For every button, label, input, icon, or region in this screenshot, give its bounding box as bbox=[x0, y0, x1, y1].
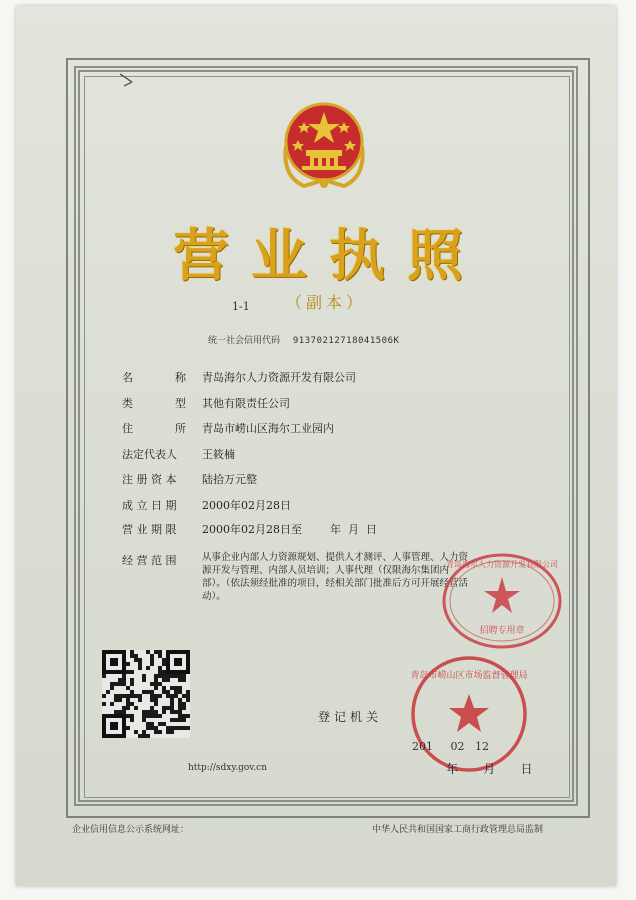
field-value: 王筱楠 bbox=[202, 448, 235, 461]
footer-left-text: 企业信用信息公示系统网址： bbox=[72, 825, 190, 835]
qr-code bbox=[102, 650, 190, 738]
issue-date-units: 年 月 日 bbox=[446, 762, 535, 776]
field-label: 类 型 bbox=[122, 397, 186, 410]
field-value: 陆拾万元整 bbox=[202, 473, 257, 486]
copy-type-label: （副本） bbox=[286, 293, 367, 312]
issue-date-digits: 201 02 12 bbox=[412, 740, 489, 753]
footer-right-text: 中华人民共和国国家工商行政管理总局监制 bbox=[372, 825, 544, 835]
license-title: 营业执照 bbox=[173, 224, 485, 289]
field-value: 青岛海尔人力资源开发有限公司 bbox=[202, 371, 356, 384]
registration-authority-label: 登记机关 bbox=[318, 710, 383, 724]
seal-company-text: 青岛海尔人力资源开发有限公司 bbox=[446, 560, 558, 569]
credit-code-label: 统一社会信用代码 bbox=[208, 336, 281, 346]
field-value: 2000年02月28日 bbox=[202, 499, 291, 512]
copy-number: 1-1 bbox=[232, 300, 250, 313]
field-label: 注 册 资 本 bbox=[122, 473, 177, 486]
company-seal bbox=[438, 547, 566, 655]
field-value: 其他有限责任公司 bbox=[202, 397, 290, 410]
field-label: 营 业 期 限 bbox=[122, 523, 177, 536]
seal-bureau-text: 青岛市崂山区市场监督管理局 bbox=[410, 671, 528, 681]
field-label: 成 立 日 期 bbox=[122, 499, 177, 512]
pen-mark bbox=[118, 72, 138, 90]
field-label: 法定代表人 bbox=[122, 448, 177, 461]
field-value: 青岛市崂山区海尔工业园内 bbox=[202, 422, 334, 435]
national-emblem-icon bbox=[274, 96, 374, 192]
website-url: http://sdxy.gov.cn bbox=[188, 763, 267, 773]
field-label: 名 称 bbox=[122, 371, 186, 384]
seal-sub-text: 招聘专用章 bbox=[479, 626, 525, 636]
field-label: 经 营 范 围 bbox=[122, 554, 177, 567]
field-label: 住 所 bbox=[122, 422, 186, 435]
credit-code-value: 91370212718041506K bbox=[292, 336, 400, 346]
business-scope-text: 从事企业内部人力资源规划、提供人才测评、人事管理、人力资源开发与管理、内部人员培训；人事代理（仅限海尔集团内部）。（依法须经批准的项目，经相关部门批准后方可开展经营活动）。 bbox=[202, 552, 469, 602]
credit-code-row bbox=[208, 333, 399, 346]
bureau-seal bbox=[407, 652, 531, 776]
field-value: 2000年02月28日至 年 月 日 bbox=[202, 523, 377, 536]
